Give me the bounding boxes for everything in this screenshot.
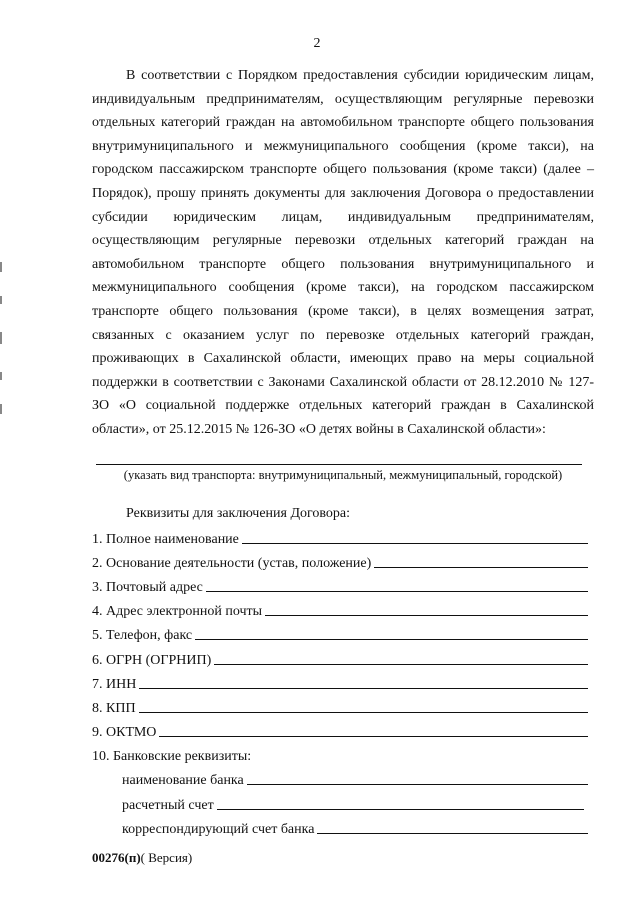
field-kpp	[92, 697, 588, 717]
scan-artifact	[0, 404, 2, 414]
field-ogrn	[92, 649, 588, 669]
intro-paragraph: В соответствии с Порядком предоставления субсидии юридическим лицам, индивидуальным предпринимателям, осуществляющим регулярные перевозки отдельных категорий граждан на автомобильном транспорте общего пользования внутримуниципального и межмуниципального сообщения (кроме такси), на городском пассажирском транспорте общего пользования (кроме такси) (далее – Порядок), прошу принять документы для заключения Договора о предоставлении субсидии юридическим лицам, индивидуальным предпринимателям, осуществляющим регулярные перевозки отдельных категорий граждан на автомобильном транспорте общего пользования внутримуниципального и межмуниципального сообщения (кроме такси), на городском пассажирском транспорте общего пользования (кроме такси), в целях возмещения затрат, связанных с оказанием услуг по перевозке отдельных категорий граждан, проживающих в Сахалинской области, имеющих право на меры социальной поддержки в соответствии с Законами Сахалинской области от 28.12.2010 № 127-ЗО «О социальной поддержке отдельных категорий граждан в Сахалинской области», от 25.12.2015 № 126-ЗО «О детях войны в Сахалинской области»:	[92, 68, 594, 437]
field-correspondent-account	[122, 818, 588, 838]
field-label: 1. Полное наименование	[92, 532, 239, 547]
field-label: 2. Основание деятельности (устав, положение)	[92, 556, 372, 571]
postal-address-input[interactable]	[206, 591, 588, 592]
basis-input[interactable]	[374, 567, 588, 568]
scan-artifact	[0, 262, 2, 272]
field-label: 4. Адрес электронной почты	[92, 604, 263, 619]
field-label: 8. КПП	[92, 701, 136, 716]
field-label: наименование банка	[122, 773, 244, 788]
ogrn-input[interactable]	[214, 664, 588, 665]
requisites-title: Реквизиты для заключения Договора:	[126, 506, 351, 521]
field-postal-address	[92, 576, 588, 596]
settlement-account-input[interactable]	[217, 809, 584, 810]
correspondent-account-input[interactable]	[317, 833, 588, 834]
field-label: 6. ОГРН (ОГРНИП)	[92, 653, 212, 668]
kpp-input[interactable]	[139, 712, 588, 713]
field-label: 3. Почтовый адрес	[92, 580, 203, 595]
document-version: ( Версия)	[140, 850, 193, 865]
field-full-name	[92, 528, 588, 548]
transport-type-line[interactable]	[96, 464, 582, 465]
field-inn	[92, 673, 588, 693]
scan-artifact	[0, 372, 2, 380]
field-label: 10. Банковские реквизиты:	[92, 749, 252, 764]
field-oktmo	[92, 721, 588, 741]
page-number: 2	[313, 36, 321, 51]
field-label: 7. ИНН	[92, 677, 137, 692]
field-settlement-account	[122, 794, 584, 814]
field-bank-details	[92, 745, 588, 765]
field-email	[92, 600, 588, 620]
phone-fax-input[interactable]	[195, 639, 588, 640]
scan-artifact	[0, 296, 2, 304]
document-code	[92, 850, 192, 866]
field-label: расчетный счет	[122, 798, 214, 813]
transport-type-hint: (указать вид транспорта: внутримуниципальный, межмуниципальный, городской)	[123, 468, 563, 482]
email-input[interactable]	[265, 615, 588, 616]
scan-artifact	[0, 332, 2, 344]
field-bank-name	[122, 769, 588, 789]
inn-input[interactable]	[139, 688, 588, 689]
oktmo-input[interactable]	[159, 736, 588, 737]
document-code-number: 00276(п)	[92, 850, 141, 865]
field-basis	[92, 552, 588, 572]
field-label: корреспондирующий счет банка	[122, 822, 315, 837]
field-label: 9. ОКТМО	[92, 725, 157, 740]
full-name-input[interactable]	[242, 543, 588, 544]
bank-name-input[interactable]	[247, 784, 588, 785]
field-phone-fax	[92, 624, 588, 644]
field-label: 5. Телефон, факс	[92, 628, 193, 643]
